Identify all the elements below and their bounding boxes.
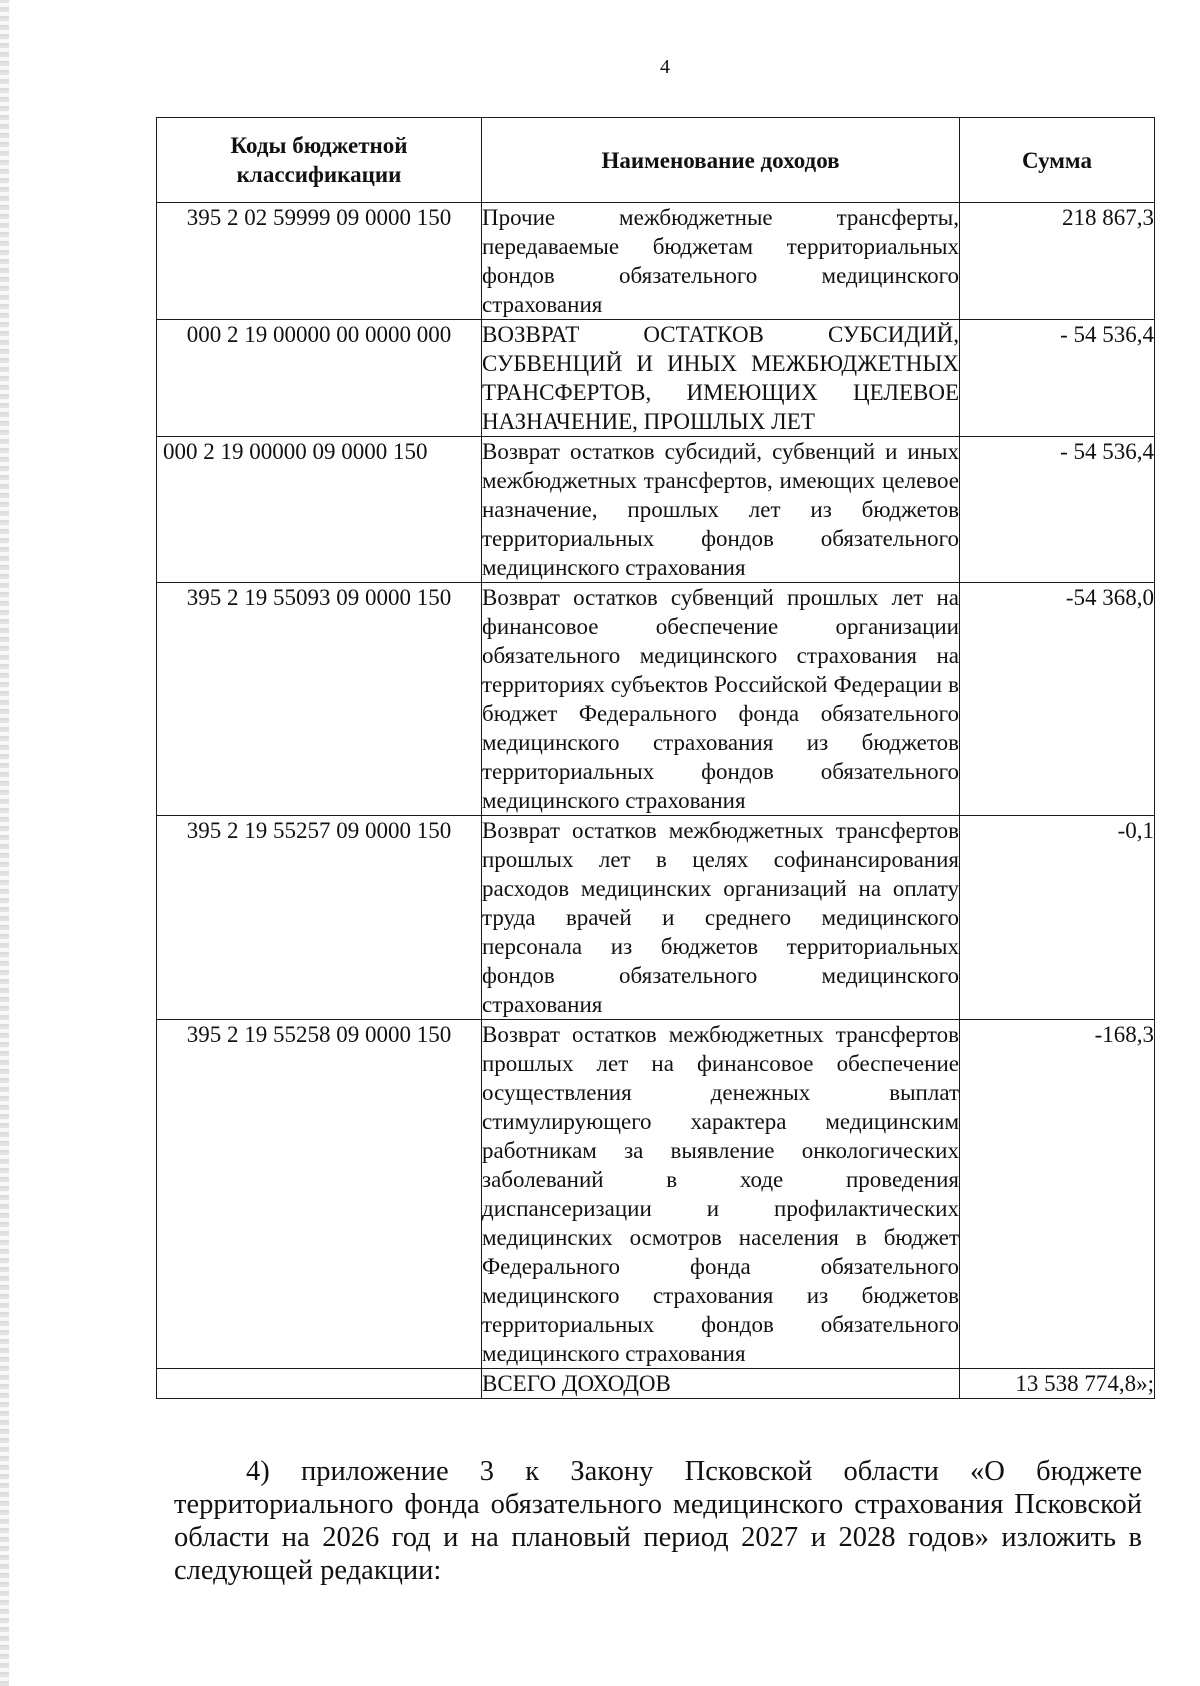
paragraph-text: 4) приложение 3 к Закону Псковской области «О бюджете территориального фонда обязательного медицинского страхования Псковской области на 2026 год и на плановый период 2027 и 2028 годов» изложить в следующей редакции:	[174, 1456, 1142, 1586]
row-code: 000 2 19 00000 00 0000 000	[157, 320, 482, 437]
table-row	[157, 437, 1155, 583]
row-sum: - 54 536,4	[960, 437, 1155, 583]
scan-edge	[0, 0, 9, 1686]
revenue-table	[156, 117, 1155, 1399]
table-header-row	[157, 118, 1155, 203]
row-code: 395 2 19 55258 09 0000 150	[157, 1020, 482, 1369]
page-number: 4	[660, 56, 670, 78]
header-code: Коды бюджетной классификации	[157, 118, 482, 203]
row-sum: -168,3	[960, 1020, 1155, 1369]
row-code: 395 2 19 55257 09 0000 150	[157, 816, 482, 1020]
row-sum: -0,1	[960, 816, 1155, 1020]
total-row	[157, 1369, 1155, 1399]
total-label: ВСЕГО ДОХОДОВ	[482, 1369, 960, 1399]
amendment-paragraph	[174, 1455, 1142, 1587]
row-code: 395 2 02 59999 09 0000 150	[157, 203, 482, 320]
row-code: 395 2 19 55093 09 0000 150	[157, 583, 482, 816]
row-name: Возврат остатков субсидий, субвенций и иных межбюджетных трансфертов, имеющих целевое назначение, прошлых лет из бюджетов территориальных фондов обязательного медицинского страхования	[482, 437, 960, 583]
row-sum: -54 368,0	[960, 583, 1155, 816]
total-sum: 13 538 774,8»;	[960, 1369, 1155, 1399]
total-code	[157, 1369, 482, 1399]
row-code: 000 2 19 00000 09 0000 150	[157, 437, 482, 583]
row-name: ВОЗВРАТ ОСТАТКОВ СУБСИДИЙ, СУБВЕНЦИЙ И ИНЫХ МЕЖБЮДЖЕТНЫХ ТРАНСФЕРТОВ, ИМЕЮЩИХ ЦЕЛЕВОЕ НАЗНАЧЕНИЕ, ПРОШЛЫХ ЛЕТ	[482, 320, 960, 437]
header-name: Наименование доходов	[482, 118, 960, 203]
header-sum: Сумма	[960, 118, 1155, 203]
row-sum: 218 867,3	[960, 203, 1155, 320]
row-sum: - 54 536,4	[960, 320, 1155, 437]
table-row	[157, 583, 1155, 816]
table-row	[157, 203, 1155, 320]
table-row	[157, 816, 1155, 1020]
row-name: Возврат остатков межбюджетных трансфертов прошлых лет на финансовое обеспечение осуществления денежных выплат стимулирующего характера медицинским работникам за выявление онкологических заболеваний в ходе проведения диспансеризации и профилактических медицинских осмотров населения в бюджет Федерального фонда обязательного медицинского страхования из бюджетов территориальных фондов обязательного медицинского страхования	[482, 1020, 960, 1369]
row-name: Возврат остатков межбюджетных трансфертов прошлых лет в целях софинансирования расходов медицинских организаций на оплату труда врачей и среднего медицинского персонала из бюджетов территориальных фондов обязательного медицинского страхования	[482, 816, 960, 1020]
row-name: Возврат остатков субвенций прошлых лет на финансовое обеспечение организации обязательного медицинского страхования на территориях субъектов Российской Федерации в бюджет Федерального фонда обязательного медицинского страхования из бюджетов территориальных фондов обязательного медицинского страхования	[482, 583, 960, 816]
table-row	[157, 1020, 1155, 1369]
row-name: Прочие межбюджетные трансферты, передаваемые бюджетам территориальных фондов обязательного медицинского страхования	[482, 203, 960, 320]
table-row	[157, 320, 1155, 437]
